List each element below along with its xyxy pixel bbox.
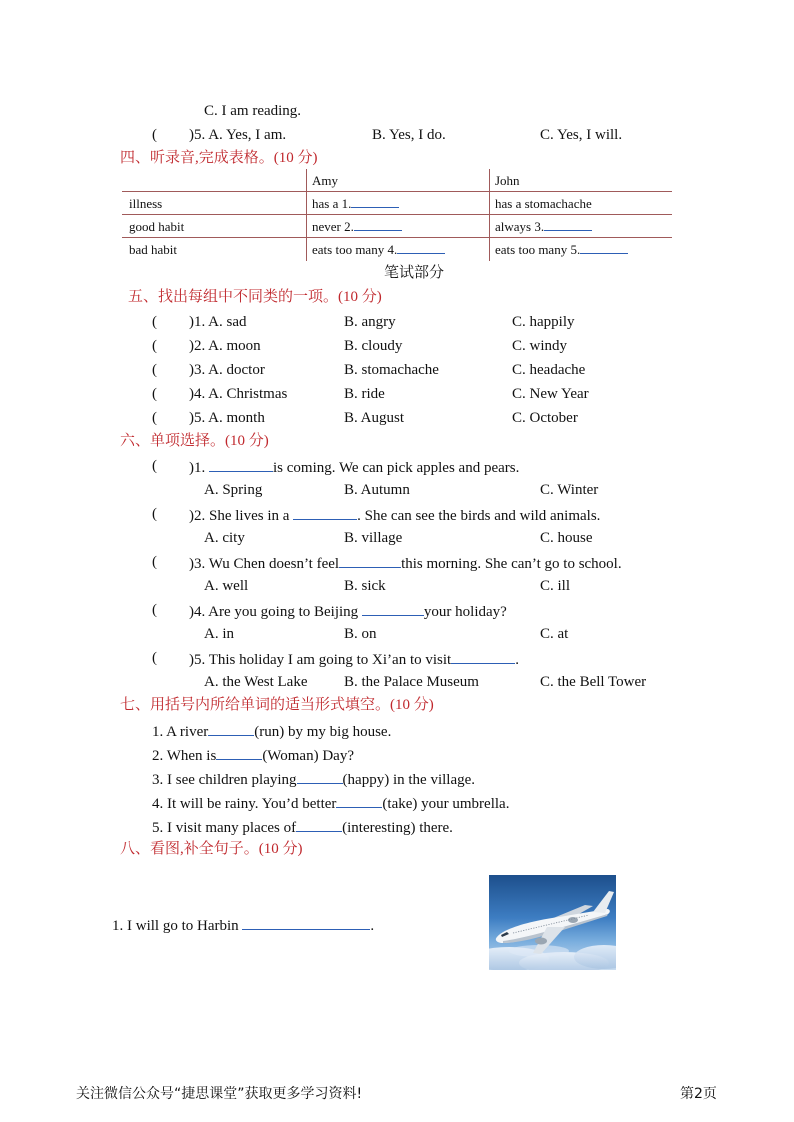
answer-blank[interactable] — [544, 216, 592, 231]
s5-q1-c: C. happily — [512, 314, 575, 330]
s6-q2-a: A. city — [204, 530, 245, 546]
s5-q1-b: B. angry — [344, 314, 396, 330]
section5-title: 五、找出每组中不同类的一项。(10 分) — [128, 289, 382, 305]
table-header-amy: Amy — [312, 173, 338, 188]
table-cell-john — [495, 215, 592, 238]
s6-q5-b: B. the Palace Museum — [344, 674, 479, 690]
s5-q4-a: )4. A. Christmas — [189, 386, 288, 402]
paren: ( — [152, 554, 157, 570]
stem-text: . — [370, 918, 375, 934]
stem-text: (Woman) Day? — [262, 748, 354, 764]
s8-q1 — [112, 915, 374, 935]
stem-text: (happy) in the village. — [342, 772, 476, 788]
table-row-label: good habit — [129, 219, 185, 234]
q5-option-c: C. Yes, I will. — [540, 127, 623, 143]
answer-blank[interactable] — [209, 457, 273, 472]
s7-q4 — [152, 793, 509, 813]
written-part-heading: 笔试部分 — [384, 265, 445, 281]
s6-q4-stem — [189, 601, 507, 621]
stem-text: . — [515, 652, 519, 668]
answer-blank[interactable] — [208, 721, 254, 736]
paren: ( — [152, 458, 157, 474]
section4-title: 四、听录音,完成表格。(10 分) — [120, 150, 318, 166]
answer-blank[interactable] — [397, 239, 445, 254]
s6-q4-c: C. at — [540, 626, 569, 642]
paren: ( — [152, 362, 157, 378]
s5-q4-c: C. New Year — [512, 386, 589, 402]
table-col-divider — [489, 169, 490, 261]
s6-q1-stem — [189, 457, 519, 477]
s6-q4-b: B. on — [344, 626, 377, 642]
s5-q3-a: )3. A. doctor — [189, 362, 265, 378]
s5-q5-c: C. October — [512, 410, 578, 426]
s5-q5-b: B. August — [344, 410, 405, 426]
stem-text: )2. She lives in a — [189, 508, 294, 524]
stem-text: (interesting) there. — [342, 820, 453, 836]
s6-q2-stem — [189, 505, 600, 525]
s6-q2-b: B. village — [344, 530, 403, 546]
s5-q4-b: B. ride — [344, 386, 385, 402]
answer-blank[interactable] — [580, 239, 628, 254]
answer-blank[interactable] — [351, 193, 399, 208]
stem-text: . She can see the birds and wild animals. — [357, 508, 601, 524]
page-number: 第2页 — [680, 1086, 717, 1102]
s5-q1-a: )1. A. sad — [189, 314, 247, 330]
footer-promo: 关注微信公众号“捷思课堂”获取更多学习资料! — [76, 1086, 363, 1102]
stem-text: 4. It will be rainy. You’d better — [152, 796, 337, 812]
stem-text: 2. When is — [152, 748, 217, 764]
table-cell-text: eats too many 5. — [495, 242, 581, 257]
s5-q2-b: B. cloudy — [344, 338, 403, 354]
table-cell-text: always 3. — [495, 219, 545, 234]
q5-option-b: B. Yes, I do. — [372, 127, 446, 143]
section8-title: 八、看图,补全句子。(10 分) — [120, 841, 303, 857]
answer-blank[interactable] — [362, 601, 424, 616]
s6-q3-c: C. ill — [540, 578, 571, 594]
s7-q3 — [152, 769, 475, 789]
stem-text: 1. I will go to Harbin — [112, 918, 243, 934]
q5-option-a — [189, 126, 286, 144]
table-cell-john — [495, 238, 628, 261]
stem-text: is coming. We can pick apples and pears. — [273, 460, 520, 476]
stem-text: (run) by my big house. — [254, 724, 392, 740]
table-col-divider — [306, 169, 307, 261]
s6-q1-c: C. Winter — [540, 482, 599, 498]
airplane-icon — [489, 875, 616, 970]
s5-q5-a: )5. A. month — [189, 410, 265, 426]
q5-a: A. Yes, I am. — [208, 127, 287, 143]
table-cell-john: has a stomachache — [495, 196, 592, 211]
paren: ( — [152, 410, 157, 426]
answer-blank[interactable] — [296, 817, 342, 832]
table-cell-amy — [312, 238, 445, 261]
s6-q1-b: B. Autumn — [344, 482, 410, 498]
table-cell-amy — [312, 192, 399, 215]
table-cell-amy — [312, 215, 402, 238]
table-cell-text: has a 1. — [312, 196, 352, 211]
paren: ( — [152, 506, 157, 522]
answer-blank[interactable] — [297, 769, 343, 784]
paren: ( — [152, 338, 157, 354]
answer-blank[interactable] — [339, 553, 401, 568]
answer-blank[interactable] — [336, 793, 382, 808]
table-cell-text: never 2. — [312, 219, 354, 234]
section6-title: 六、单项选择。(10 分) — [120, 433, 269, 449]
answer-blank[interactable] — [451, 649, 515, 664]
paren: ( — [152, 386, 157, 402]
stem-text: your holiday? — [423, 604, 507, 620]
stem-text: this morning. She can’t go to school. — [401, 556, 622, 572]
stem-text: )5. This holiday I am going to Xi’an to visit — [189, 652, 452, 668]
table-header-john: John — [495, 173, 520, 188]
s6-q3-a: A. well — [204, 578, 249, 594]
stem-text: )3. Wu Chen doesn’t feel — [189, 556, 340, 572]
answer-blank[interactable] — [354, 216, 402, 231]
s5-q3-c: C. headache — [512, 362, 586, 378]
s6-q5-stem — [189, 649, 519, 669]
s6-q3-stem — [189, 553, 622, 573]
stem-text: )4. Are you going to Beijing — [189, 604, 362, 620]
section7-title: 七、用括号内所给单词的适当形式填空。(10 分) — [120, 697, 434, 713]
answer-blank[interactable] — [293, 505, 357, 520]
stem-text: (take) your umbrella. — [382, 796, 510, 812]
stem-text: 1. A river — [152, 724, 209, 740]
q5-num: )5. — [189, 127, 206, 143]
s6-q5-a: A. the West Lake — [204, 674, 308, 690]
stem-text: )1. — [189, 460, 209, 476]
table-cell-text: eats too many 4. — [312, 242, 398, 257]
s5-q2-a: )2. A. moon — [189, 338, 261, 354]
paren: ( — [152, 314, 157, 330]
stem-text: 3. I see children playing — [152, 772, 297, 788]
s6-q2-c: C. house — [540, 530, 593, 546]
s7-q1 — [152, 721, 391, 741]
table-row-label: bad habit — [129, 242, 178, 257]
s6-q1-a: A. Spring — [204, 482, 263, 498]
airplane-photo — [489, 875, 616, 970]
s6-q5-c: C. the Bell Tower — [540, 674, 647, 690]
s5-q3-b: B. stomachache — [344, 362, 439, 378]
paren: ( — [152, 650, 157, 666]
s6-q4-a: A. in — [204, 626, 234, 642]
s7-q5 — [152, 817, 453, 837]
paren: ( — [152, 602, 157, 618]
q4-option-c: C. I am reading. — [204, 103, 302, 119]
table-row-label: illness — [129, 196, 163, 211]
stem-text: 5. I visit many places of — [152, 820, 297, 836]
q5-paren: ( — [152, 127, 157, 143]
s7-q2 — [152, 745, 354, 765]
s6-q3-b: B. sick — [344, 578, 386, 594]
answer-blank[interactable] — [242, 915, 370, 930]
s5-q2-c: C. windy — [512, 338, 568, 354]
answer-blank[interactable] — [216, 745, 262, 760]
